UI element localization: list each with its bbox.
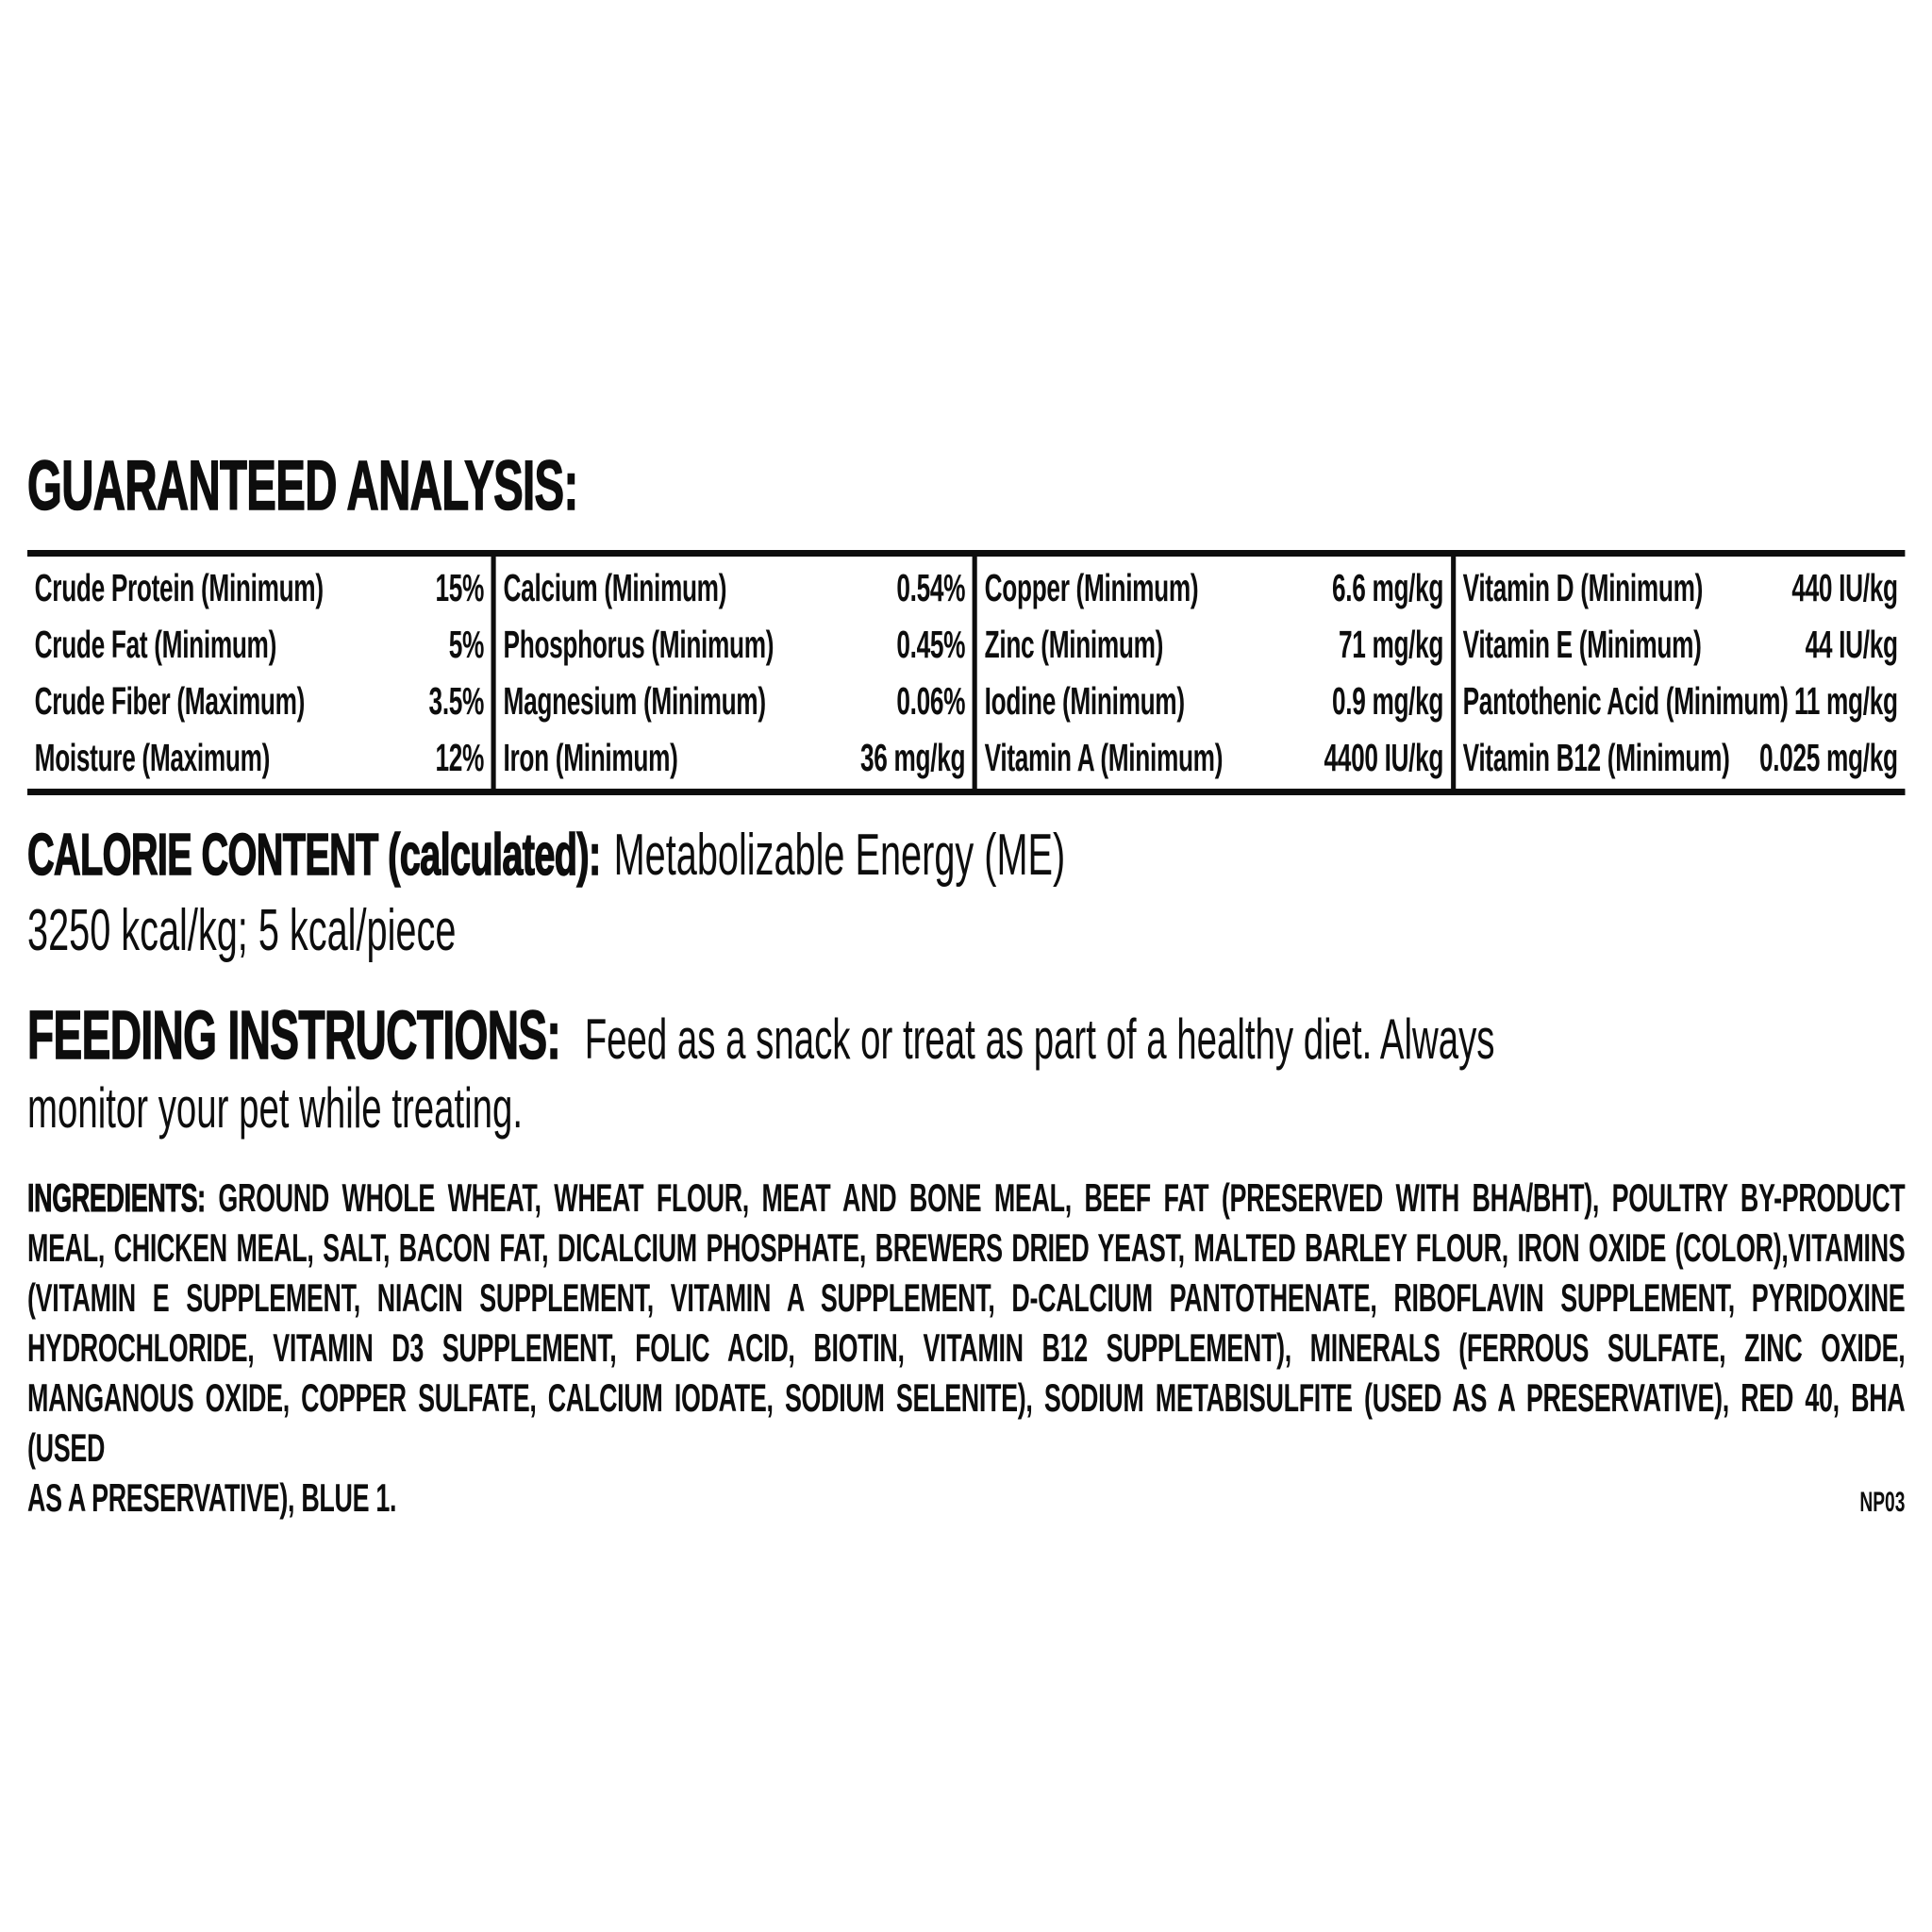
nutrient-value: 5% xyxy=(448,622,485,666)
feeding-instructions-line1 xyxy=(27,998,1495,1077)
ga-column-2 xyxy=(491,557,973,789)
guaranteed-analysis-table xyxy=(27,550,1905,795)
feeding-instructions-line2: monitor your pet while treating. xyxy=(27,1076,524,1140)
nutrient-label: Iodine (Minimum) xyxy=(984,678,1185,723)
nutrient-label: Pantothenic Acid (Minimum) xyxy=(1462,678,1789,723)
ga-row-crude-fat xyxy=(27,616,491,673)
ga-column-4 xyxy=(1451,557,1906,789)
ingredients-paragraph xyxy=(27,1173,1905,1527)
ga-row-vitamin-e xyxy=(1456,616,1905,673)
ingredients-line-4: HYDROCHLORIDE, VITAMIN D3 SUPPLEMENT, FOLIC ACID, BIOTIN, VITAMIN B12 SUPPLEMENT), MINERALS (FERROUS SULFATE, ZINC OXIDE, xyxy=(27,1325,1906,1370)
ingredients-text: GROUND WHOLE WHEAT, WHEAT FLOUR, MEAT AND BONE MEAL, BEEF FAT (PRESERVED WITH BHA/BHT), POULTRY BY-PRODUCT xyxy=(218,1175,1906,1220)
nutrient-value: 11 mg/kg xyxy=(1793,678,1898,723)
nutrient-label: Crude Fat (Minimum) xyxy=(34,622,276,666)
ingredients-text-end: AS A PRESERVATIVE), BLUE 1. xyxy=(27,1475,397,1520)
ga-row-iron xyxy=(496,729,973,786)
feeding-instructions-text: Feed as a snack or treat as part of a healthy diet. Always xyxy=(584,1008,1495,1071)
ga-row-crude-fiber xyxy=(27,673,491,729)
ingredients-line-1 xyxy=(27,1173,1905,1223)
nutrient-label: Vitamin A (Minimum) xyxy=(984,735,1224,779)
nutrient-value: 4400 IU/kg xyxy=(1324,735,1444,779)
nutrient-value: 0.06% xyxy=(896,678,966,723)
ga-row-crude-protein xyxy=(27,559,491,616)
feeding-instructions-heading: FEEDING INSTRUCTIONS: xyxy=(27,998,561,1074)
ga-row-vitamin-b12 xyxy=(1456,729,1905,786)
nutrient-value: 0.45% xyxy=(896,622,966,666)
nutrient-label: Phosphorus (Minimum) xyxy=(503,622,774,666)
ga-column-3 xyxy=(973,557,1451,789)
nutrient-value: 6.6 mg/kg xyxy=(1331,565,1444,609)
nutrient-label: Moisture (Maximum) xyxy=(34,735,271,779)
nutrient-value: 71 mg/kg xyxy=(1338,622,1444,666)
ingredients-line-2: MEAL, CHICKEN MEAL, SALT, BACON FAT, DICALCIUM PHOSPHATE, BREWERS DRIED YEAST, MALTED BARLEY FLOUR, IRON OXIDE (COLOR),VITAMINS xyxy=(27,1225,1906,1270)
ga-column-1 xyxy=(27,557,491,789)
ga-row-iodine xyxy=(977,673,1451,729)
ga-row-calcium xyxy=(496,559,973,616)
nutrient-value: 12% xyxy=(435,735,485,779)
ga-row-copper xyxy=(977,559,1451,616)
calorie-content-heading-suffix: Metabolizable Energy (ME) xyxy=(613,823,1066,888)
ga-row-moisture xyxy=(27,729,491,786)
guaranteed-analysis-title: GUARANTEED ANALYSIS: xyxy=(27,446,578,525)
nutrient-value: 0.54% xyxy=(896,565,966,609)
nutrient-label: Copper (Minimum) xyxy=(984,565,1199,609)
nutrient-label: Iron (Minimum) xyxy=(503,735,678,779)
nutrient-label: Calcium (Minimum) xyxy=(503,565,727,609)
ga-row-magnesium xyxy=(496,673,973,729)
calorie-content-heading: CALORIE CONTENT (calculated): xyxy=(27,823,601,888)
ingredients-line-5: MANGANOUS OXIDE, COPPER SULFATE, CALCIUM IODATE, SODIUM SELENITE), SODIUM METABISULFITE (USED AS A PRESERVATIVE), RED 40, BHA (USED xyxy=(27,1375,1906,1470)
nutrient-label: Crude Fiber (Maximum) xyxy=(34,678,306,723)
ingredients-line-6 xyxy=(27,1473,1905,1527)
nutrient-value: 0.025 mg/kg xyxy=(1759,735,1898,779)
nutrient-label: Vitamin B12 (Minimum) xyxy=(1462,735,1730,779)
ga-row-zinc xyxy=(977,616,1451,673)
nutrient-label: Vitamin D (Minimum) xyxy=(1462,565,1704,609)
calorie-content-value: 3250 kcal/kg; 5 kcal/piece xyxy=(27,898,457,963)
ga-row-vitamin-a xyxy=(977,729,1451,786)
nutrient-value: 3.5% xyxy=(428,678,485,723)
nutrient-label: Vitamin E (Minimum) xyxy=(1462,622,1702,666)
nutrient-value: 0.9 mg/kg xyxy=(1331,678,1444,723)
calorie-content-line xyxy=(27,823,1065,889)
nutrient-value: 440 IU/kg xyxy=(1791,565,1898,609)
nutrient-value: 15% xyxy=(435,565,485,609)
ingredients-label: INGREDIENTS: xyxy=(27,1175,206,1220)
nutrient-label: Crude Protein (Minimum) xyxy=(34,565,324,609)
ga-row-phosphorus xyxy=(496,616,973,673)
ga-row-pantothenic-acid xyxy=(1456,673,1905,729)
ga-row-vitamin-d xyxy=(1456,559,1905,616)
ingredients-line-3: (VITAMIN E SUPPLEMENT, NIACIN SUPPLEMENT, VITAMIN A SUPPLEMENT, D-CALCIUM PANTOTHENATE, RIBOFLAVIN SUPPLEMENT, PYRIDOXINE xyxy=(27,1275,1906,1320)
nutrient-value: 36 mg/kg xyxy=(860,735,966,779)
product-code: NP03 xyxy=(1859,1487,1906,1518)
nutrient-label: Zinc (Minimum) xyxy=(984,622,1164,666)
nutrient-label: Magnesium (Minimum) xyxy=(503,678,766,723)
nutrient-value: 44 IU/kg xyxy=(1805,622,1898,666)
